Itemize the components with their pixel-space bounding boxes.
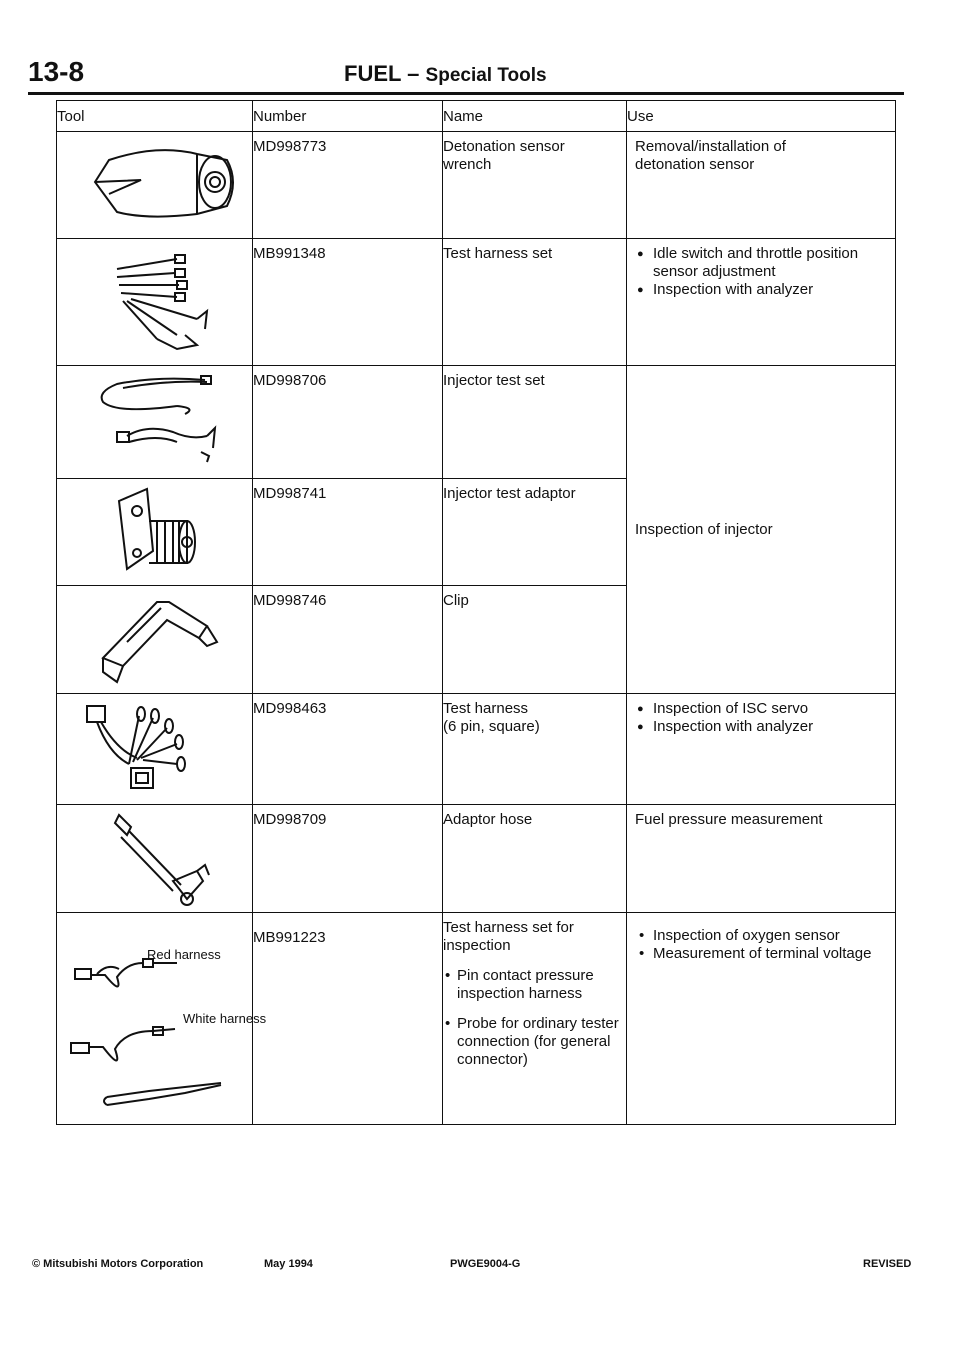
tool-image-cell (57, 366, 253, 479)
red-harness-label: Red harness (147, 947, 221, 962)
footer-code: PWGE9004-G (450, 1258, 521, 1270)
list-item: • Pin contact pressure inspection harness (443, 967, 626, 1003)
header-rule (28, 92, 904, 95)
tool-number: MB991348 (253, 239, 443, 366)
tool-image-cell (57, 239, 253, 366)
col-header-number: Number (253, 101, 443, 132)
table-row (57, 132, 896, 239)
tool-name: Adaptor hose (443, 805, 627, 913)
tool-image-cell (57, 479, 253, 586)
table-row (57, 366, 896, 479)
tool-number: MD998463 (253, 694, 443, 805)
list-item: • Inspection of oxygen sensor (635, 927, 895, 945)
title-dash: – (407, 61, 420, 86)
table-row (57, 805, 896, 913)
tool-name: Injector test adaptor (443, 479, 627, 586)
tool-name: Detonation sensor wrench (443, 132, 627, 239)
footer-copyright: © Mitsubishi Motors Corporation (32, 1258, 204, 1270)
tool-use (627, 239, 896, 366)
tool-number: MD998706 (253, 366, 443, 479)
col-header-tool: Tool (57, 101, 253, 132)
table-row (57, 694, 896, 805)
test-harness-6pin-icon (57, 694, 253, 805)
table-row (57, 239, 896, 366)
tool-image-cell (57, 132, 253, 239)
page-number: 13-8 (28, 56, 85, 87)
tool-image-cell (57, 694, 253, 805)
table-row (57, 913, 896, 1125)
tool-use (627, 913, 896, 1125)
tool-number: MD998746 (253, 586, 443, 694)
tool-name: Clip (443, 586, 627, 694)
tool-use: Removal/installation of detonation sensor (627, 132, 896, 239)
footer-status: REVISED (863, 1258, 912, 1270)
tool-name: Test harness set (443, 239, 627, 366)
col-header-use: Use (627, 101, 896, 132)
table-header-row (57, 101, 896, 132)
page-title (344, 61, 547, 87)
tool-name: Test harness (6 pin, square) (443, 694, 627, 805)
tool-name: Injector test set (443, 366, 627, 479)
test-harness-set-icon (57, 239, 253, 366)
tool-use: Inspection of injector (627, 366, 896, 694)
tool-number: MD998773 (253, 132, 443, 239)
injector-test-set-icon (57, 366, 253, 479)
section-subtitle: Special Tools (425, 65, 547, 86)
list-item: ● Idle switch and throttle position sensor adjustment (635, 245, 895, 281)
tool-image-cell (57, 586, 253, 694)
tool-number: MD998741 (253, 479, 443, 586)
white-harness-label: White harness (183, 1011, 267, 1026)
clip-icon (57, 586, 253, 694)
special-tools-table (56, 100, 896, 1125)
section-title: FUEL (344, 61, 402, 86)
detonation-sensor-wrench-icon (57, 132, 253, 239)
tool-number: MB991223 (253, 913, 443, 1125)
tool-image-cell (57, 805, 253, 913)
injector-test-adaptor-icon (57, 479, 253, 586)
adaptor-hose-icon (57, 805, 253, 913)
tool-name: Test harness set for inspection • Pin contact pressure inspection harness • Probe for ordinary tester connection (for general connector) (443, 913, 627, 1125)
tool-use (627, 694, 896, 805)
list-item: ● Inspection of ISC servo (635, 700, 895, 718)
list-item: ● Inspection with analyzer (635, 281, 895, 299)
tool-number: MD998709 (253, 805, 443, 913)
tool-use: Fuel pressure measurement (627, 805, 896, 913)
list-item: • Measurement of terminal voltage (635, 945, 895, 963)
tool-image-cell (57, 913, 267, 1125)
list-item: • Probe for ordinary tester connection (for general connector) (443, 1015, 626, 1069)
col-header-name: Name (443, 101, 627, 132)
footer-date: May 1994 (264, 1258, 313, 1270)
list-item: ● Inspection with analyzer (635, 718, 895, 736)
